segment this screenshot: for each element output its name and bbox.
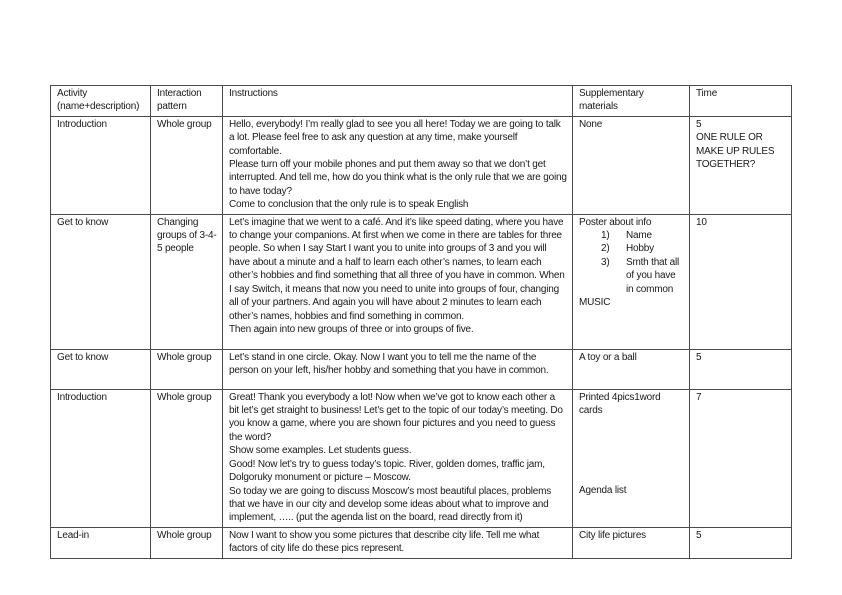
activity-cell: Get to know bbox=[51, 214, 151, 349]
interaction-cell: Whole group bbox=[151, 116, 223, 214]
paragraph: ONE RULE OR MAKE UP RULES TOGETHER? bbox=[696, 132, 775, 171]
time-cell bbox=[690, 349, 792, 389]
materials-cell bbox=[573, 389, 690, 527]
paragraph: Printed 4pics1word cards bbox=[579, 391, 661, 417]
paragraph: Let’s imagine that we went to a café. And it’s like speed dating, where you have to change your companions. At first when we come in there are tables for three people. So when I say Start I want you to unite into groups of 3 and you will have about a minute and a half to learn each other’s names, to learn each other’s hobbies and find something that all three of you have in common. When I say Switch, it means that now you need to unite into groups of four, changing all of your partners. And again you will have about 2 minutes to learn each other’s names, hobbies and find something in common. bbox=[229, 216, 565, 322]
activity-cell: Lead-in bbox=[51, 527, 151, 558]
table-row bbox=[51, 527, 792, 558]
instructions-cell bbox=[223, 389, 573, 527]
lesson-plan-table bbox=[50, 85, 792, 559]
paragraph: Good! Now let’s try to guess today’s topic. River, golden domes, traffic jam, Dolgoruky monument or picture – Moscow. bbox=[229, 458, 545, 484]
materials-cell bbox=[573, 349, 690, 389]
interaction-cell: Whole group bbox=[151, 389, 223, 527]
list-item-text: Hobby bbox=[626, 243, 654, 255]
list-number: 1) bbox=[601, 230, 610, 242]
instructions-cell bbox=[223, 527, 573, 558]
table-row bbox=[51, 389, 792, 527]
activity-cell: Introduction bbox=[51, 389, 151, 527]
instructions-cell bbox=[223, 116, 573, 214]
activity-cell: Introduction bbox=[51, 116, 151, 214]
header-cell-activity: Activity (name+description) bbox=[51, 86, 151, 117]
table-row bbox=[51, 349, 792, 389]
paragraph: 10 bbox=[696, 216, 707, 228]
time-cell bbox=[690, 389, 792, 527]
time-cell bbox=[690, 214, 792, 349]
paragraph: Great! Thank you everybody a lot! Now when we’ve got to know each other a bit let’s get straight to business! Let’s get to the topic of our today’s meeting. Do you know a game, where you are shown four pictures and you need to guess the word? bbox=[229, 391, 563, 443]
table-row bbox=[51, 116, 792, 214]
header-cell-supplementary-materials: Supplementary materials bbox=[573, 86, 690, 117]
paragraph: 5 bbox=[696, 529, 702, 541]
paragraph: Show some examples. Let students guess. bbox=[229, 445, 412, 457]
time-cell bbox=[690, 116, 792, 214]
materials-cell bbox=[573, 116, 690, 214]
materials-list-item bbox=[579, 256, 684, 296]
paragraph: 5 bbox=[696, 118, 702, 130]
paragraph: So today we are going to discuss Moscow’s most beautiful places, problems that we have in our city and develop some ideas about what to improve and implement, ….. (put the agenda list on the board, read directly from it) bbox=[229, 485, 552, 524]
interaction-cell: Whole group bbox=[151, 527, 223, 558]
instructions-cell bbox=[223, 214, 573, 349]
paragraph: 7 bbox=[696, 391, 702, 403]
paragraph: Come to conclusion that the only rule is to speak English bbox=[229, 199, 469, 211]
time-cell bbox=[690, 527, 792, 558]
header-cell-instructions: Instructions bbox=[223, 86, 573, 117]
paragraph: MUSIC bbox=[579, 297, 611, 309]
instructions-cell bbox=[223, 349, 573, 389]
table-row bbox=[51, 214, 792, 349]
materials-cell bbox=[573, 527, 690, 558]
header-cell-time: Time bbox=[690, 86, 792, 117]
paragraph: Poster about info bbox=[579, 216, 652, 228]
paragraph: A toy or a ball bbox=[579, 351, 637, 363]
list-number: 2) bbox=[601, 243, 610, 255]
materials-list-item bbox=[579, 242, 684, 255]
materials-list-item bbox=[579, 229, 684, 242]
paragraph: City life pictures bbox=[579, 529, 646, 541]
activity-cell: Get to know bbox=[51, 349, 151, 389]
paragraph: 5 bbox=[696, 351, 702, 363]
list-item-text: Smth that all of you have in common bbox=[626, 256, 679, 295]
materials-cell bbox=[573, 214, 690, 349]
list-number: 3) bbox=[601, 256, 610, 268]
paragraph: None bbox=[579, 118, 603, 130]
list-item-text: Name bbox=[626, 230, 652, 242]
paragraph: Now I want to show you some pictures that describe city life. Tell me what factors of city life do these pics represent. bbox=[229, 529, 540, 555]
interaction-cell: Changing groups of 3-4-5 people bbox=[151, 214, 223, 349]
paragraph: Please turn off your mobile phones and put them away so that we don’t get interrupted. And tell me, how do you think what is the only rule that we are going to have today? bbox=[229, 159, 567, 197]
paragraph: Then again into new groups of three or into groups of five. bbox=[229, 323, 474, 335]
paragraph: Hello, everybody! I’m really glad to see you all here! Today we are going to talk a lot. Please feel free to ask any question at any time, make yourself comfortable. bbox=[229, 118, 561, 157]
table-header-row bbox=[51, 86, 792, 117]
header-cell-interaction-pattern: Interaction pattern bbox=[151, 86, 223, 117]
interaction-cell: Whole group bbox=[151, 349, 223, 389]
paragraph: Agenda list bbox=[579, 485, 627, 497]
paragraph: Let’s stand in one circle. Okay. Now I want you to tell me the name of the person on your left, his/her hobby and something that you have in common. bbox=[229, 351, 549, 377]
